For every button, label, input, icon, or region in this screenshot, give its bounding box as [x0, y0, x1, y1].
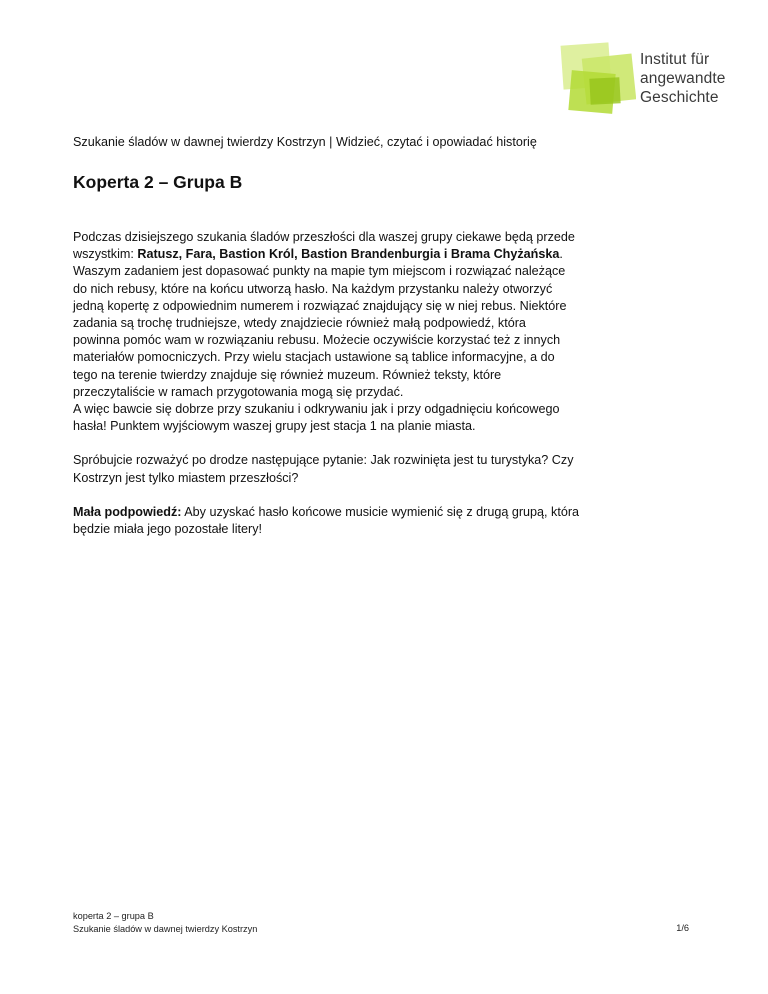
- question-line: Spróbujcie rozważyć po drodze następujące pytanie: Jak rozwinięta jest tu turystyka? Czy: [73, 453, 574, 468]
- intro-line: zadania są trochę trudniejsze, wtedy znajdziecie również małą podpowiedź, która: [73, 316, 526, 331]
- intro-line: A więc bawcie się dobrze przy szukaniu i odkrywaniu jak i przy odgadnięciu końcowego: [73, 402, 560, 417]
- intro-line: materiałów pomocniczych. Przy wielu stacjach ustawione są tablice informacyjne, a do: [73, 350, 555, 365]
- logo-line: angewandte: [640, 70, 726, 87]
- intro-line: tego na terenie twierdzy znajduje się również muzeum. Również teksty, które: [73, 367, 502, 382]
- intro-line: wszystkim:: [73, 247, 138, 262]
- intro-line: jedną kopertę z odpowiednim numerem i rozwiązać znajdujący się w niej rebus. Niektóre: [73, 298, 567, 313]
- running-header: Szukanie śladów w dawnej twierdzy Kostrzyn | Widzieć, czytać i opowiadać historię: [73, 135, 537, 149]
- logo-line: Institut für: [640, 51, 710, 68]
- logo-mark-icon: [560, 38, 636, 120]
- page-footer: [73, 910, 257, 936]
- document-body: [73, 229, 673, 538]
- intro-line: Waszym zadaniem jest dopasować punkty na mapie tym miejscom i rozwiązać należące: [73, 264, 566, 279]
- page-title: Koperta 2 – Grupa B: [73, 172, 243, 192]
- intro-line: do nich rebusy, które na końcu utworzą hasło. Na każdym przystanku należy otworzyć: [73, 281, 553, 296]
- intro-line: hasła! Punktem wyjściowym waszej grupy jest stacja 1 na planie miasta.: [73, 419, 476, 434]
- hint-label: Mała podpowiedź:: [73, 504, 182, 519]
- logo-wordmark: [640, 50, 725, 107]
- intro-line: przeczytaliście w ramach przygotowania mogą się przydać.: [73, 384, 404, 399]
- hint-line: będzie miała jego pozostałe litery!: [73, 522, 263, 537]
- footer-line: Szukanie śladów w dawnej twierdzy Kostrzyn: [73, 924, 258, 934]
- places-list: Ratusz, Fara, Bastion Król, Bastion Brandenburgia i Brama Chyżańska: [137, 247, 560, 262]
- intro-line: .: [559, 247, 563, 262]
- intro-line: Podczas dzisiejszego szukania śladów przeszłości dla waszej grupy ciekawe będą przede: [73, 230, 575, 244]
- institute-logo: [560, 38, 740, 120]
- hint-line: Aby uzyskać hasło końcowe musicie wymienić się z drugą grupą, która: [181, 504, 580, 519]
- logo-line: Geschichte: [640, 89, 719, 106]
- question-line: Kostrzyn jest tylko miastem przeszłości?: [73, 470, 299, 485]
- page-number: 1/6: [676, 923, 689, 933]
- question-paragraph: [73, 452, 673, 486]
- hint-paragraph: [73, 504, 673, 538]
- footer-line: koperta 2 – grupa B: [73, 911, 154, 921]
- intro-paragraph: [73, 229, 673, 435]
- intro-line: powinna pomóc wam w rozwiązaniu rebusu. Możecie oczywiście korzystać też z innych: [73, 333, 561, 348]
